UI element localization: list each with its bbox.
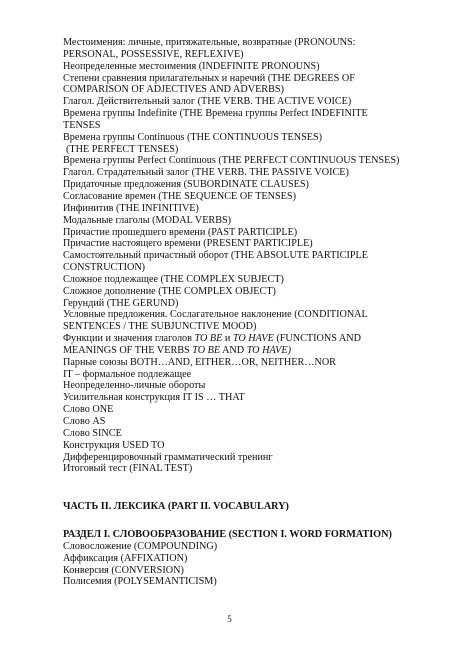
italic-term: TO BE [194, 333, 223, 345]
toc-entry: Сложное подлежащее (THE COMPLEX SUBJECT) [63, 273, 284, 285]
text-segment: AND [220, 344, 247, 356]
toc-entry: Полисемия (POLYSEMANTICISM) [63, 576, 217, 588]
toc-entry: Глагол. Действительный залог (THE VERB. THE ACTIVE VOICE) [63, 96, 352, 108]
toc-entry: Сложное дополнение (THE COMPLEX OBJECT) [63, 285, 276, 297]
toc-entry: SENTENCES / THE SUBJUNCTIVE MOOD) [63, 321, 257, 333]
toc-entry: PERSONAL, POSSESSIVE, REFLEXIVE) [63, 48, 244, 60]
toc-entry: Слово ONE [63, 404, 114, 416]
text-segment: (FUNCTIONS AND [273, 333, 361, 345]
toc-entry: Неопределенно-личные обороты [63, 380, 206, 392]
toc-entry: Инфинитив (THE INFINITIVE) [63, 202, 199, 214]
toc-entry: Словосложение (COMPOUNDING) [63, 540, 218, 552]
toc-entry: Конструкция USED TO [63, 439, 165, 451]
toc-entry: Глагол. Страдательный залог (THE VERB. THE PASSIVE VOICE) [63, 167, 349, 179]
text-segment: Функции и значения глаголов [63, 333, 195, 345]
toc-entry: Условные предложения. Сослагательное наклонение (CONDITIONAL [63, 309, 368, 321]
toc-entry: Слово SINCE [63, 427, 122, 439]
toc-entry: Усилительная конструкция IT IS … THAT [63, 392, 245, 404]
toc-entry: Местоимения: личные, притяжательные, возвратные (PRONOUNS: [63, 37, 356, 48]
toc-entry: TENSES [63, 119, 101, 131]
toc-entry: IT – формальное подлежащее [63, 368, 192, 380]
toc-entry: Согласование времен (THE SEQUENCE OF TENSES) [63, 190, 296, 202]
toc-entry: Причастие прошедшего времени (PAST PARTICIPLE) [63, 226, 298, 238]
toc-entry-functions [63, 333, 423, 345]
page-number: 5 [227, 614, 232, 624]
italic-term: TO HAVE [232, 333, 274, 345]
toc-entry: Слово AS [63, 416, 106, 427]
toc-entry: Времена группы Indefinite (THE Времена группы Perfect INDEFINITE [63, 108, 368, 120]
toc-entry: Времена группы Continuous (THE CONTINUOUS TENSES) [63, 131, 323, 143]
italic-term: TO HAVE) [246, 344, 291, 356]
table-of-contents [63, 37, 423, 588]
toc-entry: Степени сравнения прилагательных и наречий (THE DEGREES OF [63, 72, 355, 84]
toc-entry: Конверсия (CONVERSION) [63, 564, 184, 576]
toc-entry: Парные союзы BOTH…AND, EITHER…OR, NEITHER…NOR [63, 356, 336, 368]
toc-entry: CONSTRUCTION) [63, 262, 146, 274]
toc-entry: Причастие настоящего времени (PRESENT PARTICIPLE) [63, 238, 313, 250]
part-heading: ЧАСТЬ II. ЛЕКСИКА (PART II. VOCABULARY) [63, 501, 289, 513]
toc-entry: Итоговый тест (FINAL TEST) [63, 463, 193, 475]
toc-entry: Неопределенные местоимения (INDEFINITE PRONOUNS) [63, 60, 320, 72]
text-segment: MEANINGS OF THE VERBS [63, 344, 193, 356]
section-heading: РАЗДЕЛ I. СЛОВООБРАЗОВАНИЕ (SECTION I. WORD FORMATION) [63, 529, 392, 541]
text-segment: и [222, 333, 233, 345]
toc-entry: Самостоятельный причастный оборот (THE ABSOLUTE PARTICIPLE [63, 250, 368, 262]
toc-entry-functions-cont [63, 345, 423, 357]
toc-entry: Аффиксация (AFFIXATION) [63, 552, 188, 564]
italic-term: TO BE [192, 344, 221, 356]
toc-entry: Дифференцировочный грамматический тренинг [63, 451, 273, 463]
toc-entry: Придаточные предложения (SUBORDINATE CLAUSES) [63, 179, 309, 191]
toc-entry: COMPARISON OF ADJECTIVES AND ADVERBS) [63, 84, 284, 96]
toc-entry: (THE PERFECT TENSES) [66, 143, 179, 155]
toc-entry: Герундий (THE GERUND) [63, 297, 179, 309]
toc-entry: Времена группы Perfect Continuous (THE PERFECT CONTINUOUS TENSES) [63, 155, 400, 167]
toc-entry: Модальные глаголы (MODAL VERBS) [63, 214, 232, 226]
